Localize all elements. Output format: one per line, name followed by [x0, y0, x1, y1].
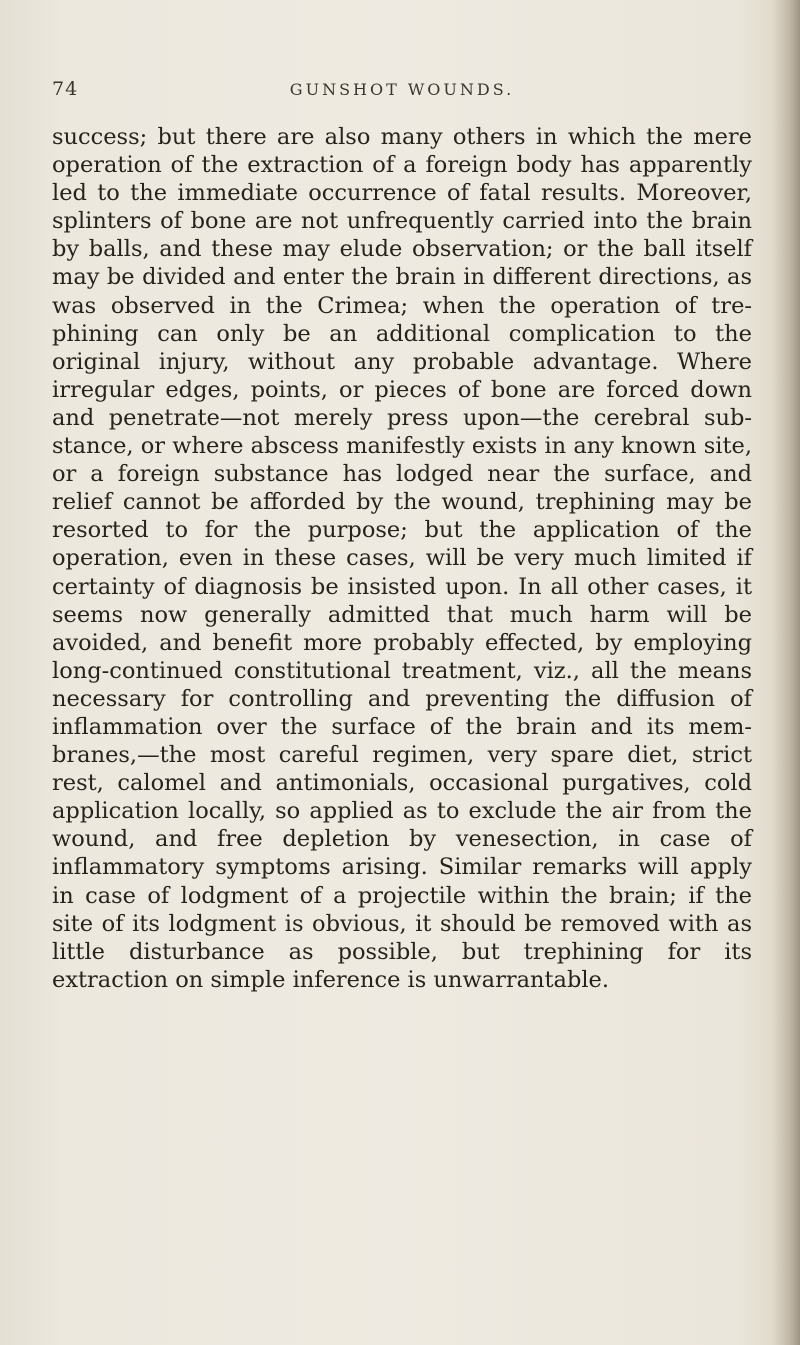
page-edge-shadow: [772, 0, 800, 1345]
body-paragraph: success; but there are also many others in which the mere operation of the extraction of a foreign body has apparently led to the immediate occurrence of fatal results. Moreover, splinters of bone are not unfrequently carried into the brain by balls, and these may elude observation; or the ball itself may be divided and enter the brain in different directions, as was observed in the Crimea; when the operation of trephining can only be an additional complication to the original injury, without any probable advantage. Where irregular edges, points, or pieces of bone are forced down and penetrate—not merely press upon—the cerebral substance, or where abscess manifestly exists in any known site, or a foreign substance has lodged near the surface, and relief cannot be afforded by the wound, trephining may be resorted to for the purpose; but the application of the operation, even in these cases, will be very much limited if certainty of diagnosis be insisted upon. In all other cases, it seems now generally admitted that much harm will be avoided, and benefit more probably effected, by employing long-continued constitutional treatment, viz., all the means necessary for controlling and preventing the diffusion of inflammation over the surface of the brain and its membranes,—the most careful regimen, very spare diet, strict rest, calomel and antimonials, occasional purgatives, cold application locally, so applied as to exclude the air from the wound, and free depletion by venesection, in case of inflammatory symptoms arising. Similar remarks will apply in case of lodgment of a projectile within the brain; if the site of its lodgment is obvious, it should be removed with as little disturbance as possible, but trephining for its extraction on simple inference is unwarrantable.: [52, 124, 752, 993]
page-number: 74: [52, 78, 79, 100]
running-head: [52, 78, 752, 108]
running-title: GUNSHOT WOUNDS.: [289, 80, 515, 99]
